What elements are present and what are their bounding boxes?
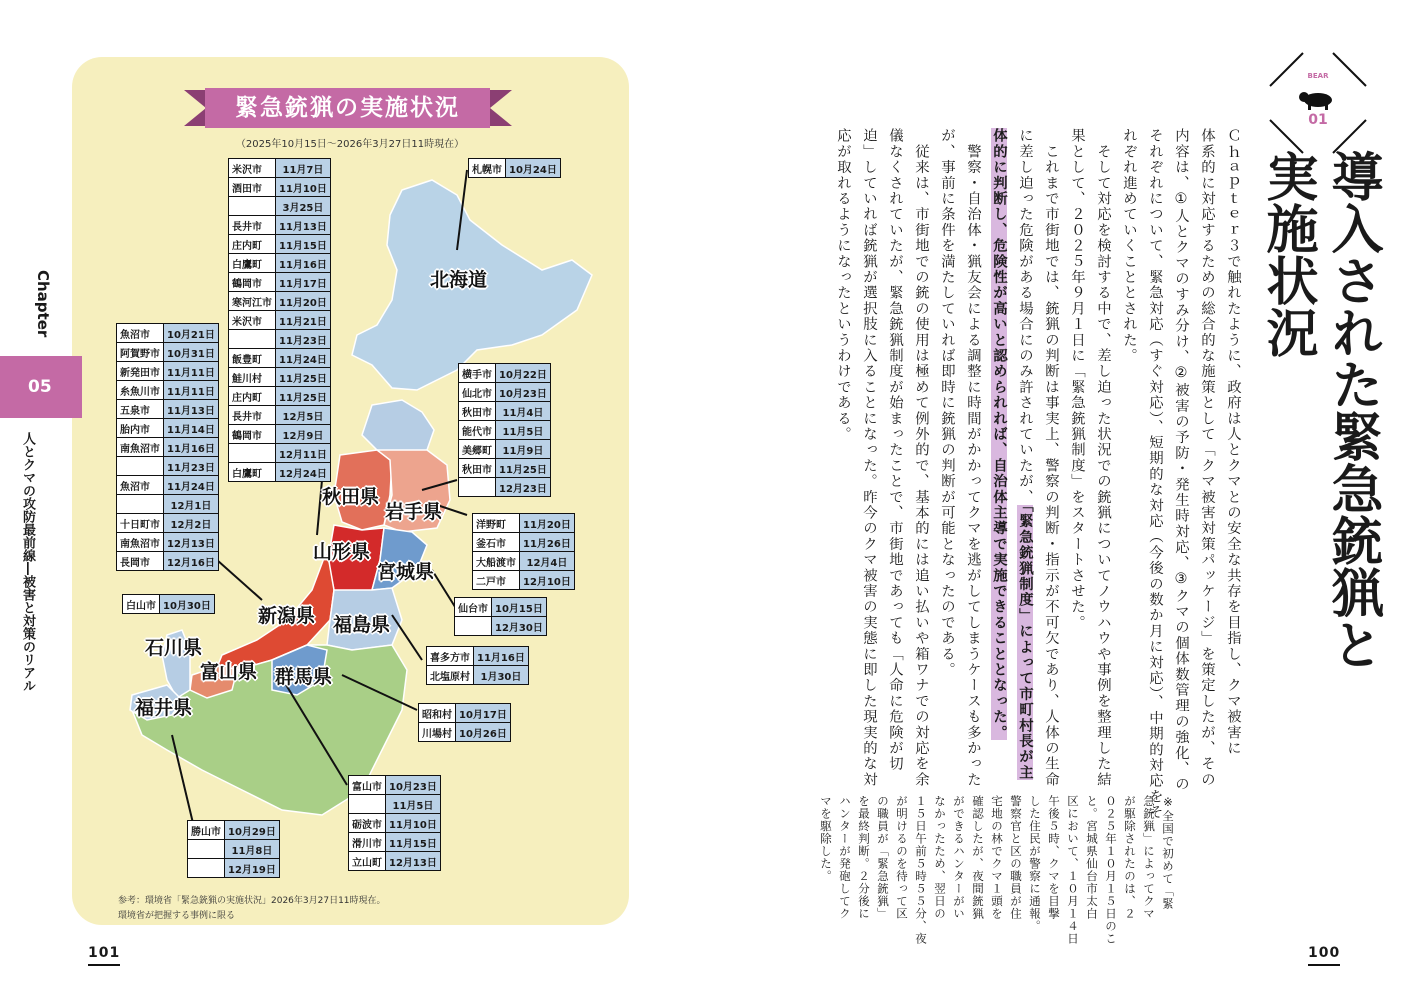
footnote-line: が明けるのを待って区 [895,795,909,920]
map-period: （2025年10月15日～2026年3月27日11時現在） [235,139,465,150]
city-cell: 白鷹町 [229,463,276,482]
table-row [229,368,331,387]
city-cell: 新発田市 [117,362,164,381]
footnote [820,795,1180,955]
city-cell: 札幌市 [469,159,506,178]
city-cell: 鶴岡市 [229,425,276,444]
city-cell: 米沢市 [229,311,276,330]
date-cell: 10月15日 [492,598,547,617]
date-cell: 10月26日 [456,723,511,742]
date-cell: 11月23日 [276,330,331,349]
city-cell: 昭和村 [419,704,456,723]
date-cell: 11月16日 [474,647,529,666]
date-cell: 11月24日 [164,476,219,495]
table-miyagi [454,597,547,636]
table-row [473,552,575,571]
city-cell: 勝山市 [188,821,225,840]
city-cell [229,444,276,463]
city-cell [188,840,225,859]
body-col-13: 従来は、市街地での銃の使用は極めて例外的で、基本的には追い払いや箱ワナでの対応を余 [913,128,929,788]
label-miyagi: 宮城県 [377,561,435,583]
date-cell: 11月10日 [386,814,441,833]
date-cell: 11月25日 [496,459,551,478]
table-row [427,666,529,685]
date-cell: 12月9日 [276,425,331,444]
date-cell: 12月13日 [386,852,441,871]
table-fukushima [426,646,529,685]
table-row [229,216,331,235]
table-toyama [348,775,441,871]
table-row [117,343,219,362]
table-row [117,438,219,457]
table-row [455,617,547,636]
date-cell: 11月26日 [520,533,575,552]
date-cell: 12月16日 [164,552,219,571]
date-cell: 12月24日 [276,463,331,482]
table-row [117,495,219,514]
side-tab-title: 人とクマの攻防最前線―被害と対策のリアル [20,432,35,692]
city-cell: 滑川市 [349,833,386,852]
city-cell: 北塩原村 [427,666,474,685]
body-col-5: れぞれ進めていくこととされた。 [1121,128,1137,364]
body-col-8: これまで市街地では、銃猟の判断は事実上、警察の判断・指示が不可欠であり、人体の生命 [1043,128,1059,788]
title-ribbon-left [184,90,206,126]
city-cell: 飯豊町 [229,349,276,368]
body-col-15: 迫」していれば銃猟が選択肢に入ることになった。昨今のクマ被害の実態に即した現実的な対 [861,128,877,788]
date-cell: 11月13日 [276,216,331,235]
table-yamagata [228,158,331,482]
map-title: 緊急銃猟の実施状況 [205,88,490,128]
table-row [229,406,331,425]
table-row [117,400,219,419]
city-cell: 仙台市 [455,598,492,617]
table-row [229,425,331,444]
date-cell: 11月20日 [276,292,331,311]
date-cell: 11月14日 [164,419,219,438]
table-row [117,552,219,571]
city-cell: 長井市 [229,216,276,235]
footnote-line: 警察官と区の職員が住 [1009,795,1023,920]
city-cell: 庄内町 [229,387,276,406]
date-cell: 12月11日 [276,444,331,463]
table-gunma [418,703,511,742]
city-cell: 糸魚川市 [117,381,164,400]
table-row [117,514,219,533]
table-row [229,311,331,330]
label-niigata: 新潟県 [258,605,316,627]
city-cell: 鶴岡市 [229,273,276,292]
date-cell: 10月23日 [386,776,441,795]
table-row [123,595,215,614]
date-cell: 11月25日 [276,368,331,387]
footnote-line: １５日午前５時５５分、夜 [914,795,928,945]
table-sapporo [468,158,561,178]
page-number-left: 101 [88,945,120,966]
table-row [473,571,575,590]
date-cell: 11月15日 [276,235,331,254]
city-cell: 寒河江市 [229,292,276,311]
date-cell: 11月25日 [276,387,331,406]
label-fukushima: 福島県 [333,614,391,636]
date-cell: 12月23日 [496,478,551,497]
body-col-1: Ｃｈａｐｔｅｒ３で触れたように、政府は人とクマとの安全な共存を目指し、クマ被害に [1225,128,1241,756]
date-cell: 11月13日 [164,400,219,419]
table-row [349,814,441,833]
date-cell: 11月20日 [520,514,575,533]
city-cell: 洋野町 [473,514,520,533]
table-row [473,533,575,552]
city-cell: 胎内市 [117,419,164,438]
city-cell: 南魚沼市 [117,533,164,552]
body-col-7: 果として、２０２５年９月１日に「緊急銃猟制度」をスタートさせた。 [1069,128,1085,631]
date-cell: 10月22日 [496,364,551,383]
date-cell: 10月29日 [225,821,280,840]
city-cell: 富山市 [349,776,386,795]
table-row [427,647,529,666]
table-row [229,463,331,482]
highlight-2: 体的に判断し、危険性が高いと認められれば、自治体主導で実施できることとなった。 [991,128,1007,741]
table-row [117,533,219,552]
body-col-6: そして対応を検討する中で、差し迫った状況での銃猟についてノウハウや事例を整理した結 [1095,128,1111,788]
date-cell: 11月17日 [276,273,331,292]
table-row [469,159,561,178]
city-cell: 白鷹町 [229,254,276,273]
footnote-line: 急銃猟」によってクマ [1142,795,1156,920]
table-row [459,383,551,402]
city-cell [188,859,225,878]
date-cell: 3月25日 [276,197,331,216]
date-cell: 11月11日 [164,362,219,381]
table-row [229,444,331,463]
date-cell: 11月5日 [386,795,441,814]
footnote-line: と。宮城県仙台市太白 [1085,795,1099,920]
city-cell [455,617,492,636]
city-cell: 川場村 [419,723,456,742]
date-cell: 10月17日 [456,704,511,723]
side-tab-chapter: Chapter [34,270,52,338]
table-iwate [472,513,575,590]
city-cell: 横手市 [459,364,496,383]
table-row [349,795,441,814]
title-ribbon-right [490,90,512,126]
highlight-1: 「緊急銃猟制度」によって市町村長が主 [1017,504,1033,781]
body-col-3: 内容は、①人とクマのすみ分け、②被害の予防・発生時対応、③クマの個体数管理の強化、の [1173,128,1189,793]
source-note-2: 環境省が把握する事例に限る [118,911,236,921]
city-cell: 仙北市 [459,383,496,402]
footnote-line: なかったため、翌日の [933,795,947,920]
table-row [229,235,331,254]
bear-badge [1268,48,1368,158]
table-row [419,704,511,723]
city-cell: 美郷町 [459,440,496,459]
table-row [229,159,331,178]
table-row [188,821,280,840]
footnote-line: ハンターが発砲してク [838,795,852,920]
city-cell [117,457,164,476]
city-cell [117,495,164,514]
table-row [117,419,219,438]
footnote-line: 宅地の林でクマ１頭を [990,795,1004,920]
footnote-line: 午後５時、クマを目撃 [1047,795,1061,920]
date-cell: 12月5日 [276,406,331,425]
date-cell: 10月23日 [496,383,551,402]
body-col-11: 警察・自治体・猟友会による調整に時間がかかってクマを逃がしてしまうケースも多かった [965,128,981,788]
date-cell: 11月4日 [496,402,551,421]
date-cell: 12月19日 [225,859,280,878]
city-cell: 十日町市 [117,514,164,533]
footnote-line: の職員が「緊急銃猟」 [876,795,890,920]
body-col-9a: に差し迫った危険がある場合にのみ許されていたが、 [1017,128,1033,505]
date-cell: 12月10日 [520,571,575,590]
date-cell: 12月2日 [164,514,219,533]
footnote-line: ０２５年１０月１５日のこ [1104,795,1118,945]
label-ishikawa: 石川県 [145,637,203,659]
city-cell [229,330,276,349]
table-row [459,402,551,421]
date-cell: 1月30日 [474,666,529,685]
badge-label: BEAR [1307,72,1329,80]
table-fukui [187,820,280,878]
city-cell [349,795,386,814]
table-ishikawa [122,594,215,614]
label-yamagata: 山形県 [313,541,371,563]
table-row [349,776,441,795]
date-cell: 11月11日 [164,381,219,400]
table-row [349,833,441,852]
footnote-line: ※全国で初めて「緊 [1161,795,1175,910]
body-col-12: が、事前に条件を満たしていれば即時に銃猟の判断が可能となったのである。 [939,128,955,678]
table-row [229,330,331,349]
table-row [229,273,331,292]
city-cell: 秋田市 [459,402,496,421]
date-cell: 11月15日 [386,833,441,852]
city-cell: 魚沼市 [117,476,164,495]
city-cell: 二戸市 [473,571,520,590]
date-cell: 11月5日 [496,421,551,440]
table-row [229,387,331,406]
label-iwate: 岩手県 [385,501,443,523]
city-cell [459,478,496,497]
date-cell: 10月24日 [506,159,561,178]
date-cell: 11月16日 [276,254,331,273]
date-cell: 10月31日 [164,343,219,362]
city-cell: 秋田市 [459,459,496,478]
page-number-right: 100 [1308,945,1340,966]
table-row [229,349,331,368]
label-gunma: 群馬県 [275,666,333,688]
table-row [117,324,219,343]
table-row [188,840,280,859]
bear-icon [1299,92,1332,110]
table-row [229,292,331,311]
date-cell: 11月10日 [276,178,331,197]
date-cell: 12月1日 [164,495,219,514]
city-cell: 阿賀野市 [117,343,164,362]
date-cell: 11月21日 [276,311,331,330]
date-cell: 10月30日 [160,595,215,614]
footnote-line: 区において、１０月１４日 [1066,795,1080,945]
date-cell: 11月7日 [276,159,331,178]
table-row [459,440,551,459]
date-cell: 11月16日 [164,438,219,457]
date-cell: 12月30日 [492,617,547,636]
label-toyama: 富山県 [200,661,258,683]
city-cell: 魚沼市 [117,324,164,343]
city-cell: 五泉市 [117,400,164,419]
body-col-16: 応が取れるようになったというわけである。 [835,128,851,442]
label-akita: 秋田県 [322,486,380,508]
body-col-10 [986,128,1012,740]
table-row [229,197,331,216]
date-cell: 10月21日 [164,324,219,343]
city-cell: 能代市 [459,421,496,440]
table-niigata [116,323,219,571]
badge-number: 01 [1308,112,1328,128]
city-cell: 大船渡市 [473,552,520,571]
city-cell: 南魚沼市 [117,438,164,457]
footnote-line: した住民が警察に通報。 [1028,795,1042,933]
source-note: 参考：環境省「緊急銃猟の実施状況」2026年3月27日11時現在。 [118,896,386,906]
footnote-line: マを駆除した。 [819,795,833,883]
date-cell: 11月8日 [225,840,280,859]
table-row [349,852,441,871]
city-cell: 白山市 [123,595,160,614]
footnote-line: ができるハンターがい [952,795,966,920]
date-cell: 11月9日 [496,440,551,459]
date-cell: 11月23日 [164,457,219,476]
date-cell: 11月24日 [276,349,331,368]
date-cell: 12月13日 [164,533,219,552]
table-row [229,254,331,273]
body-col-9 [1012,128,1038,780]
table-row [473,514,575,533]
heading-line2: 実施状況 [1257,150,1317,358]
city-cell: 立山町 [349,852,386,871]
city-cell: 鮭川村 [229,368,276,387]
footnote-line: が駆除されたのは、２ [1123,795,1137,920]
side-tab-number: 05 [0,356,82,418]
body-col-4: それぞれについて、緊急対応（すぐ対応）、短期的な対応（今後の数か月に対応）、中期的対応をそ [1147,128,1163,821]
city-cell: 米沢市 [229,159,276,178]
city-cell: 長岡市 [117,552,164,571]
heading-line1: 導入された緊急銃猟と [1322,150,1382,670]
label-hokkaido: 北海道 [430,269,488,291]
table-row [419,723,511,742]
city-cell: 釜石市 [473,533,520,552]
table-row [117,476,219,495]
table-row [459,364,551,383]
table-row [459,421,551,440]
body-col-14: 儀なくされていたが、緊急銃猟制度が始まったことで、市街地であっても「人命に危険が切 [887,128,903,772]
table-row [455,598,547,617]
footnote-line: 確認したが、夜間銃猟 [971,795,985,920]
city-cell: 喜多方市 [427,647,474,666]
city-cell: 長井市 [229,406,276,425]
table-row [188,859,280,878]
table-row [459,478,551,497]
body-col-2: 体系的に対応するための総合的な施策として「クマ被害対策パッケージ」を策定したが、その [1199,128,1215,788]
city-cell: 砺波市 [349,814,386,833]
aomori-shape [362,400,434,455]
table-row [459,459,551,478]
city-cell [229,197,276,216]
city-cell: 酒田市 [229,178,276,197]
label-fukui: 福井県 [135,697,193,719]
table-row [117,457,219,476]
table-akita [458,363,551,497]
table-row [229,178,331,197]
table-row [117,381,219,400]
footnote-line: を最終判断。２分後に [857,795,871,920]
table-row [117,362,219,381]
city-cell: 庄内町 [229,235,276,254]
date-cell: 12月4日 [520,552,575,571]
